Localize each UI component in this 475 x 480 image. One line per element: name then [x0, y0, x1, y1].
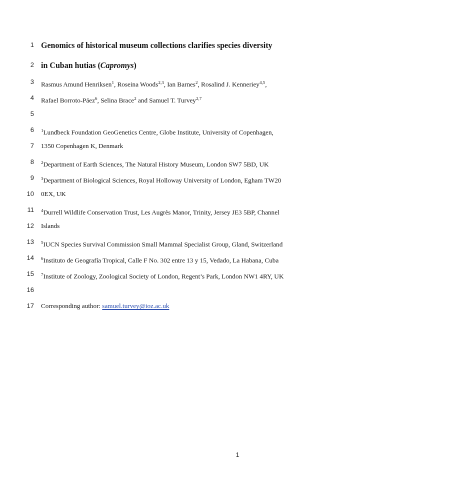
author-name: , Ian Barnes [163, 81, 196, 89]
affil-sup: 2 [134, 96, 137, 101]
line-11 [0, 203, 475, 219]
line-2 [0, 58, 475, 74]
affil-sup: 2 [41, 160, 44, 165]
line-15 [0, 267, 475, 283]
line-number: 6 [30, 127, 34, 134]
line-7 [0, 139, 475, 155]
author-name: Rasmus Amund Henriksen [41, 81, 112, 89]
author-name: , Roseina Woods [113, 81, 159, 89]
line-1 [0, 38, 475, 54]
author-name: and Samuel T. Turvey [136, 97, 196, 105]
affil-sup: 2 [195, 80, 198, 85]
line-number: 17 [26, 303, 34, 310]
line-14 [0, 251, 475, 267]
line-16 [0, 283, 475, 299]
affil-sup: 1 [111, 80, 114, 85]
line-3 [0, 75, 475, 91]
line-number: 4 [30, 95, 34, 102]
line-number: 3 [30, 79, 34, 86]
affiliation-text: IUCN Species Survival Commission Small Mammal Specialist Group, Gland, Switzerland [43, 241, 283, 249]
line-13 [0, 235, 475, 251]
email-link[interactable]: samuel.turvey@ioz.ac.uk [102, 303, 170, 310]
corresponding-author [41, 299, 169, 315]
line-number: 14 [26, 255, 34, 262]
author-name: , Selina Brace [97, 97, 135, 105]
line-8 [0, 155, 475, 171]
line-number: 13 [26, 239, 34, 246]
line-number: 5 [30, 111, 34, 118]
affiliation-3-cont: 0EX, UK [41, 191, 66, 198]
affiliation-4-cont: Islands [41, 223, 60, 230]
line-number: 15 [26, 271, 34, 278]
author-name: Rafael Borroto-Páez [41, 97, 96, 105]
affil-sup: 1 [41, 128, 44, 133]
paper-title-line-1: Genomics of historical museum collections clarifies species diversity [41, 41, 273, 50]
affil-sup: 5 [41, 240, 44, 245]
affil-sup: 2,3 [158, 80, 164, 85]
affil-sup: 6 [95, 96, 98, 101]
affil-sup: 7 [41, 272, 44, 277]
line-number: 16 [26, 287, 34, 294]
affil-sup: 6 [41, 256, 44, 261]
line-number: 10 [26, 191, 34, 198]
affil-sup: 4,5 [259, 80, 266, 85]
affil-sup: 4 [41, 208, 44, 213]
line-5 [0, 107, 475, 123]
title-text: ) [133, 61, 137, 70]
line-6 [0, 123, 475, 139]
affiliation-1-cont: 1350 Copenhagen K, Denmark [41, 143, 124, 150]
affiliation-text: Department of Earth Sciences, The Natural History Museum, London SW7 5BD, UK [43, 161, 269, 169]
title-text: in Cuban hutias ( [41, 61, 101, 70]
line-number: 2 [30, 62, 34, 69]
line-12 [0, 219, 475, 235]
line-number: 8 [30, 159, 34, 166]
line-9 [0, 171, 475, 187]
corresponding-label: Corresponding author: [41, 303, 103, 310]
line-number: 11 [27, 207, 34, 214]
affiliation-text: Instituto de Geografía Tropical, Calle F No. 302 entre 13 y 15, Vedado, La Habana, Cuba [43, 257, 279, 265]
line-number: 12 [26, 223, 34, 230]
line-number: 1 [30, 42, 34, 49]
affiliation-text: Durrell Wildlife Conservation Trust, Les Augrès Manor, Trinity, Jersey JE3 5BP, Channel [43, 209, 280, 217]
punctuation: , [265, 81, 267, 89]
line-number: 9 [30, 175, 34, 182]
paper-title-line-2 [41, 58, 136, 74]
line-17 [0, 299, 475, 315]
line-4 [0, 91, 475, 107]
line-10 [0, 187, 475, 203]
affil-sup: 3 [41, 176, 44, 181]
affil-sup: 2,7 [195, 96, 202, 101]
author-name: , Rosalind J. Kenneriey [197, 81, 260, 89]
affiliation-text: Department of Biological Sciences, Royal Holloway University of London, Egham TW20 [43, 177, 282, 185]
affiliation-text: Lundbeck Foundation GeoGenetics Centre, Globe Institute, University of Copenhagen, [43, 129, 274, 137]
genus-name: Capromys [100, 61, 134, 70]
page-number: 1 [235, 452, 240, 459]
affiliation-text: Institute of Zoology, Zoological Society of London, Regent’s Park, London NW1 4RY, UK [43, 273, 284, 281]
line-number: 7 [30, 143, 34, 150]
